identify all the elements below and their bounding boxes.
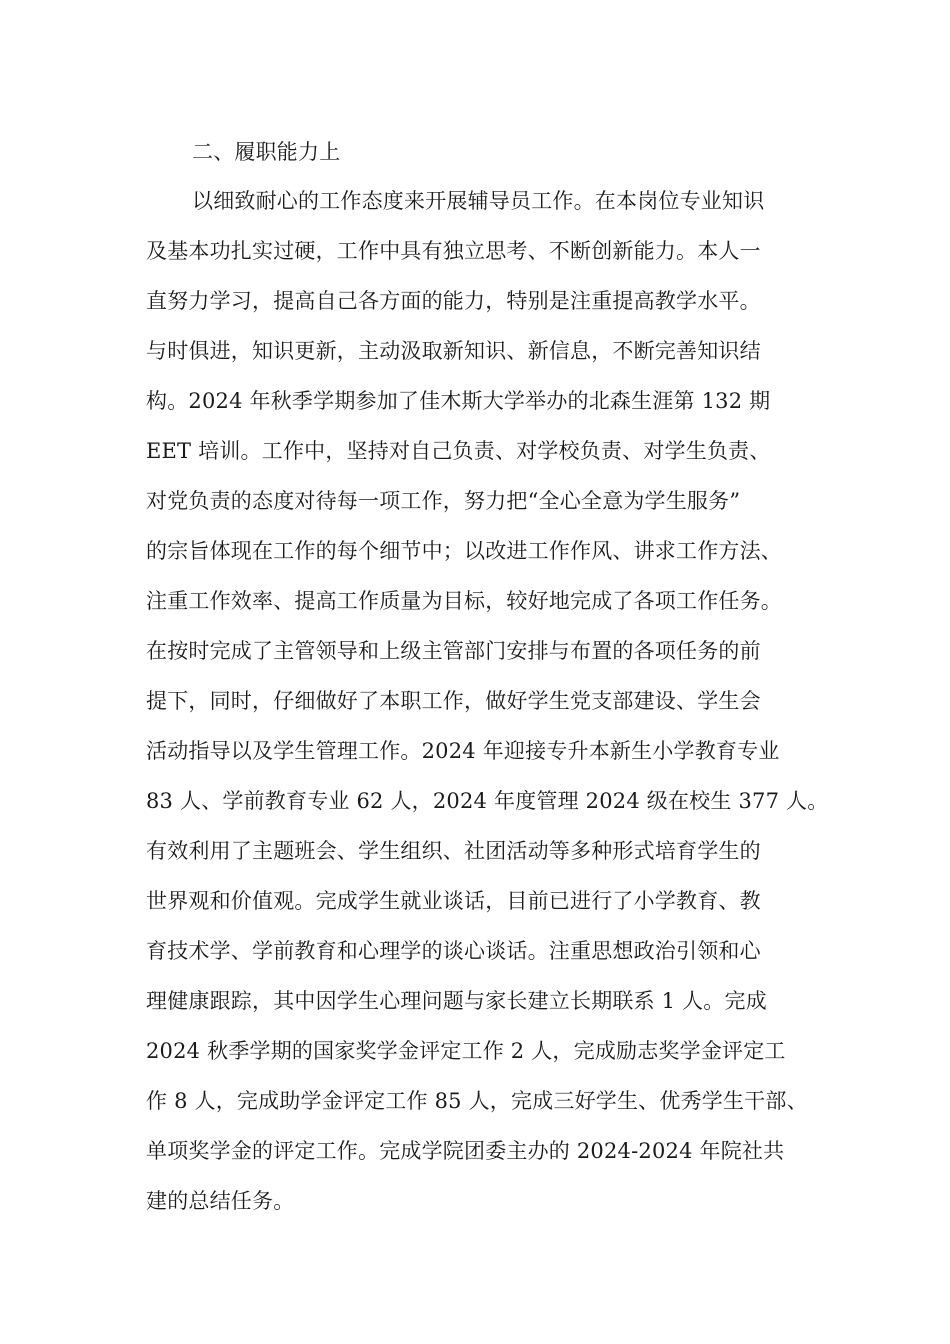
paragraph-line-2: 及基本功扎实过硬，工作中具有独立思考、不断创新能力。本人一 — [146, 239, 761, 263]
paragraph-line-5: 构。2024 年秋季学期参加了佳木斯大学举办的北森生涯第 132 期 — [146, 389, 771, 413]
paragraph-line-21: 建的总结任务。 — [146, 1189, 295, 1213]
paragraph-line-9: 注重工作效率、提高工作质量为目标，较好地完成了各项工作任务。 — [146, 589, 782, 613]
paragraph-line-1: 以细致耐心的工作态度来开展辅导员工作。在本岗位专业知识 — [192, 189, 765, 213]
paragraph-line-10: 在按时完成了主管领导和上级主管部门安排与布置的各项任务的前 — [146, 639, 761, 663]
paragraph-line-17: 理健康跟踪，其中因学生心理问题与家长建立长期联系 1 人。完成 — [146, 989, 767, 1013]
paragraph-line-16: 育技术学、学前教育和心理学的谈心谈话。注重思想政治引领和心 — [146, 939, 761, 963]
paragraph-line-6: EET 培训。工作中，坚持对自己负责、对学校负责、对学生负责、 — [146, 439, 771, 463]
paragraph-line-8: 的宗旨体现在工作的每个细节中；以改进工作作风、讲求工作方法、 — [146, 539, 782, 563]
paragraph-line-13: 83 人、学前教育专业 62 人，2024 年度管理 2024 级在校生 377 人。 — [146, 789, 829, 813]
paragraph-line-14: 有效利用了主题班会、学生组织、社团活动等多种形式培育学生的 — [146, 839, 761, 863]
paragraph-line-18: 2024 秋季学期的国家奖学金评定工作 2 人，完成励志奖学金评定工 — [146, 1039, 786, 1063]
paragraph-line-3: 直努力学习，提高自己各方面的能力，特别是注重提高教学水平。 — [146, 289, 761, 313]
paragraph-line-11: 提下，同时，仔细做好了本职工作，做好学生党支部建设、学生会 — [146, 689, 761, 713]
paragraph-line-4: 与时俱进，知识更新，主动汲取新知识、新信息，不断完善知识结 — [146, 339, 761, 363]
paragraph-line-15: 世界观和价值观。完成学生就业谈话，目前已进行了小学教育、教 — [146, 889, 761, 913]
paragraph-line-7: 对党负责的态度对待每一项工作，努力把“全心全意为学生服务” — [146, 489, 741, 513]
paragraph-line-19: 作 8 人，完成助学金评定工作 85 人，完成三好学生、优秀学生干部、 — [146, 1089, 808, 1113]
section-heading: 二、履职能力上 — [192, 140, 341, 164]
paragraph-line-20: 单项奖学金的评定工作。完成学院团委主办的 2024-2024 年院社共 — [146, 1139, 785, 1163]
paragraph-line-12: 活动指导以及学生管理工作。2024 年迎接专升本新生小学教育专业 — [146, 739, 780, 763]
